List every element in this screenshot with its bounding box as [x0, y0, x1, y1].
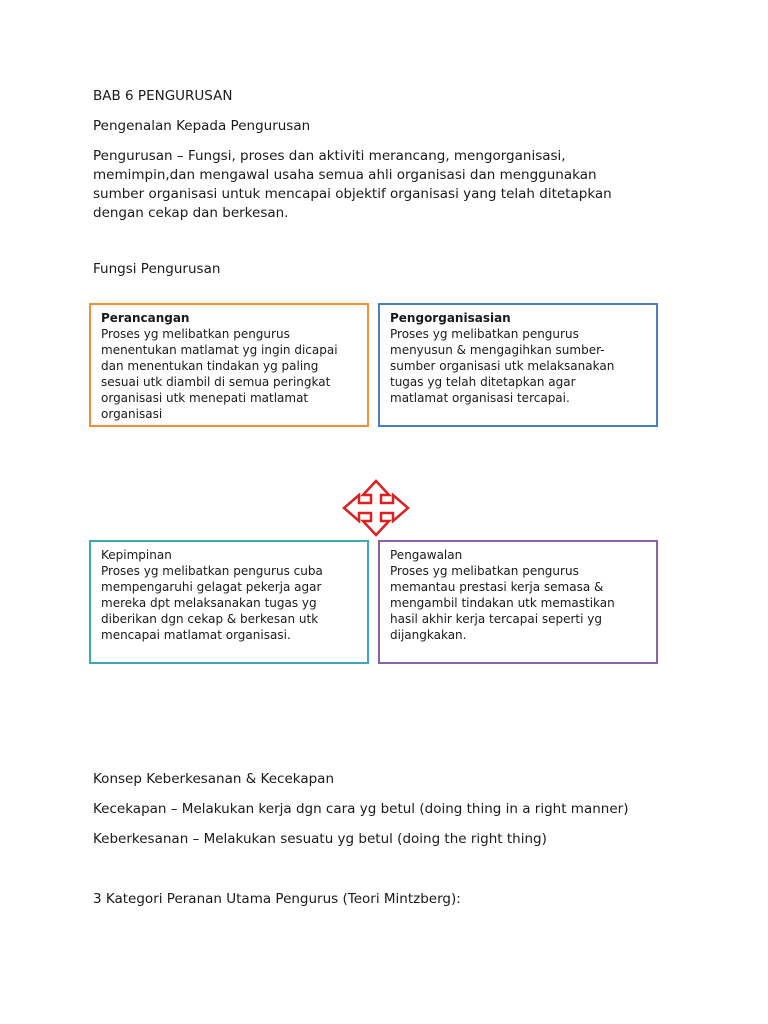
chapter-title: BAB 6 PENGURUSAN — [93, 88, 233, 104]
planning-text-line: menentukan matlamat yg ingin dicapai — [101, 343, 338, 357]
organizing-text-line: menyusun & mengagihkan sumber- — [390, 343, 605, 357]
controlling-box — [378, 540, 658, 664]
organizing-text-line: tugas yg telah ditetapkan agar — [390, 375, 576, 389]
planning-text-line: organisasi — [101, 407, 163, 421]
leading-text-line: diberikan dgn cekap & berkesan utk — [101, 612, 319, 626]
definition-line: sumber organisasi untuk mencapai objektif organisasi yang telah ditetapkan — [93, 186, 612, 202]
intro-heading: Pengenalan Kepada Pengurusan — [93, 118, 311, 134]
planning-text-line: Proses yg melibatkan pengurus — [101, 327, 290, 341]
planning-title: Perancangan — [101, 311, 190, 325]
functions-heading: Fungsi Pengurusan — [93, 261, 221, 277]
leading-text-line: Proses yg melibatkan pengurus cuba — [101, 564, 323, 578]
four-way-arrow-shape — [344, 481, 408, 535]
leading-text-line: mereka dpt melaksanakan tugas yg — [101, 596, 317, 610]
definition-line: memimpin,dan mengawal usaha semua ahli organisasi dan menggunakan — [93, 167, 597, 183]
effectiveness-definition: Keberkesanan – Melakukan sesuatu yg betul (doing the right thing) — [93, 831, 547, 847]
controlling-title: Pengawalan — [390, 548, 463, 562]
leading-box — [89, 540, 369, 664]
organizing-text-line: matlamat organisasi tercapai. — [390, 391, 570, 405]
planning-box — [89, 303, 369, 427]
organizing-title: Pengorganisasian — [390, 311, 511, 325]
efficiency-definition: Kecekapan – Melakukan kerja dgn cara yg betul (doing thing in a right manner) — [93, 801, 629, 817]
concept-heading: Konsep Keberkesanan & Kecekapan — [93, 771, 335, 787]
definition-line: Pengurusan – Fungsi, proses dan aktiviti merancang, mengorganisasi, — [93, 148, 566, 164]
four-way-arrow-icon — [341, 478, 411, 538]
leading-text-line: mencapai matlamat organisasi. — [101, 628, 291, 642]
controlling-text-line: Proses yg melibatkan pengurus — [390, 564, 579, 578]
organizing-text-line: Proses yg melibatkan pengurus — [390, 327, 579, 341]
controlling-text-line: mengambil tindakan utk memastikan — [390, 596, 615, 610]
roles-heading: 3 Kategori Peranan Utama Pengurus (Teori Mintzberg): — [93, 891, 461, 907]
leading-text-line: mempengaruhi gelagat pekerja agar — [101, 580, 322, 594]
definition-line: dengan cekap dan berkesan. — [93, 205, 289, 221]
planning-text-line: dan menentukan tindakan yg paling — [101, 359, 319, 373]
controlling-text-line: dijangkakan. — [390, 628, 467, 642]
organizing-box — [378, 303, 658, 427]
leading-title: Kepimpinan — [101, 548, 172, 562]
planning-text-line: sesuai utk diambil di semua peringkat — [101, 375, 331, 389]
definition-paragraph — [93, 147, 653, 223]
controlling-text-line: memantau prestasi kerja semasa & — [390, 580, 604, 594]
controlling-text-line: hasil akhir kerja tercapai seperti yg — [390, 612, 602, 626]
planning-text-line: organisasi utk menepati matlamat — [101, 391, 309, 405]
organizing-text-line: sumber organisasi utk melaksanakan — [390, 359, 615, 373]
